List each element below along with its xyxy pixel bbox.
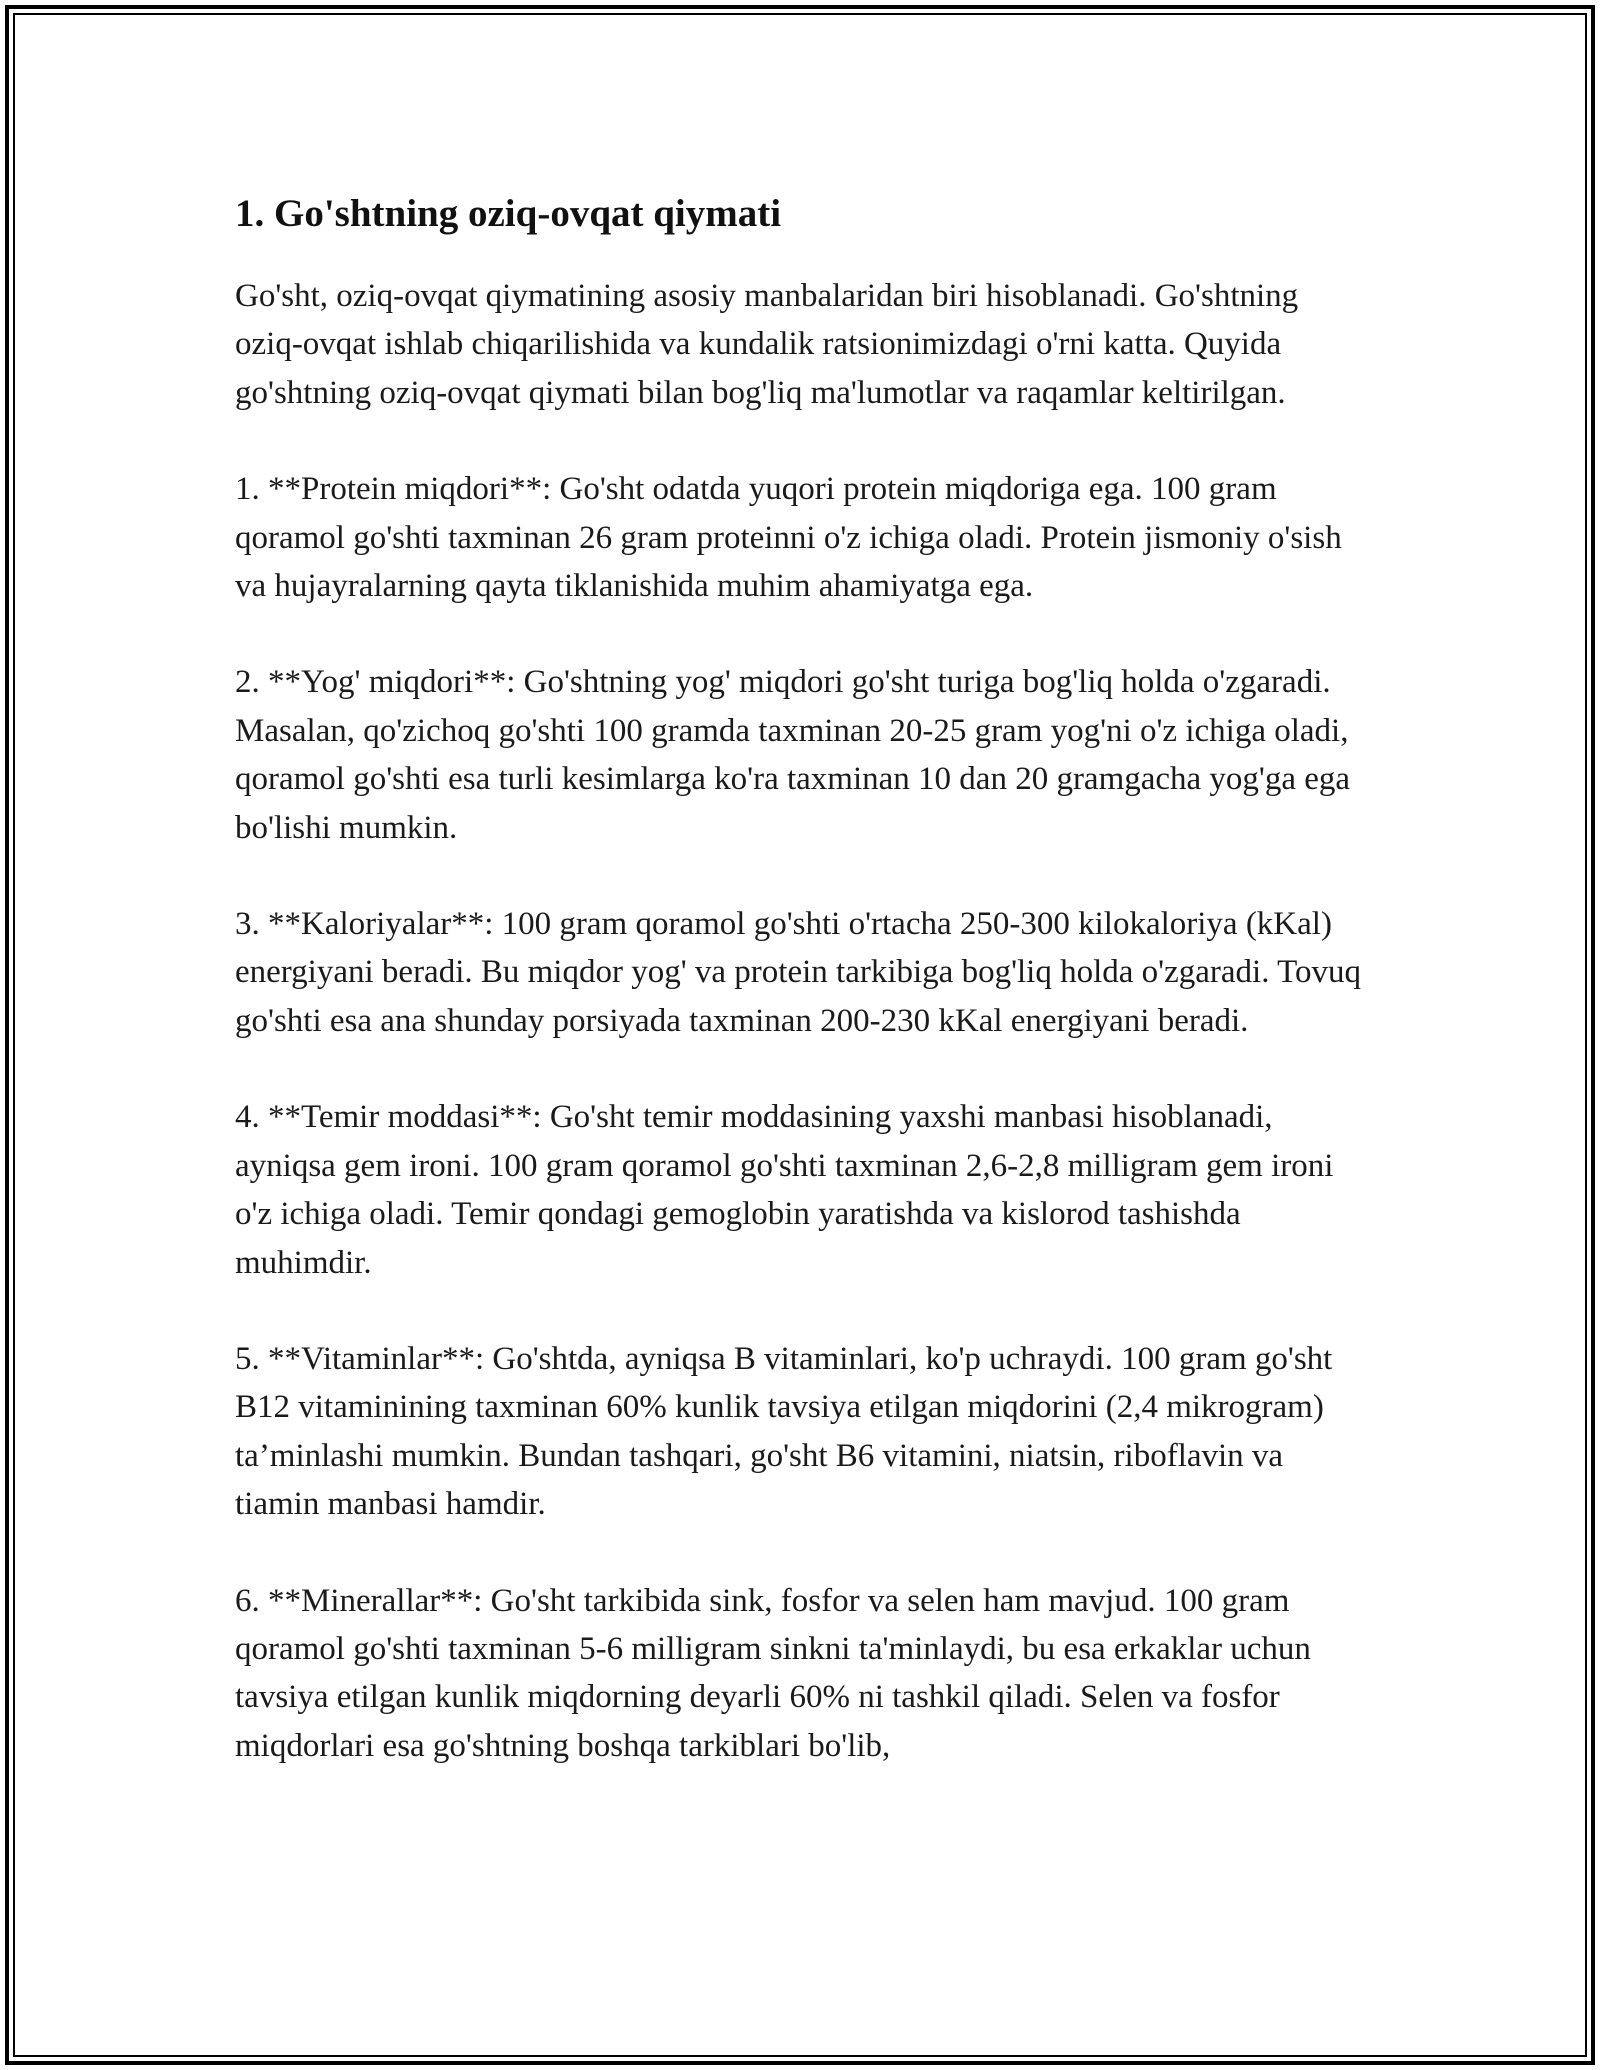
document-body (235, 186, 1370, 1818)
paragraph-fat: 2. **Yog' miqdori**: Go'shtning yog' miqdori go'sht turiga bog'liq holda o'zgaradi. Masalan, qo'zichoq go'shti 100 gramda taxminan 20-25 gram yog'ni o'z ichiga oladi, qoramol go'shti esa turli kesimlarga ko'ra taxminan 10 dan 20 gramgacha yog'ga ega bo'lishi mumkin. (235, 664, 1351, 846)
paragraph-calories: 3. **Kaloriyalar**: 100 gram qoramol go'shti o'rtacha 250-300 kilokaloriya (kKal) energiyani beradi. Bu miqdor yog' va protein tarkibiga bog'liq holda o'zgaradi. Tovuq go'shti esa ana shunday porsiyada taxminan 200-230 kKal energiyani beradi. (235, 906, 1361, 1039)
paragraph-iron: 4. **Temir moddasi**: Go'sht temir moddasining yaxshi manbasi hisoblanadi, ayniqsa gem ironi. 100 gram qoramol go'shti taxminan 2,6-2,8 milligram gem ironi o'z ichiga oladi. Temir qondagi gemoglobin yaratishda va kislorod tashishda muhimdir. (235, 1099, 1334, 1281)
paragraph-vitamins: 5. **Vitaminlar**: Go'shtda, ayniqsa B vitaminlari, ko'p uchraydi. 100 gram go'sht B12 vitaminining taxminan 60% kunlik tavsiya etilgan miqdorini (2,4 mikrogram) ta’minlashi mumkin. Bundan tashqari, go'sht B6 vitamini, niatsin, riboflavin va tiamin manbasi hamdir. (235, 1340, 1333, 1523)
intro-paragraph: Go'sht, oziq-ovqat qiymatining asosiy manbalaridan biri hisoblanadi. Go'shtning oziq-ovqat ishlab chiqarilishida va kundalik ratsionimizdagi o'rni katta. Quyida go'shtning oziq-ovqat qiymati bilan bog'liq ma'lumotlar va raqamlar keltirilgan. (235, 278, 1299, 411)
paragraph-minerals: 6. **Minerallar**: Go'sht tarkibida sink, fosfor va selen ham mavjud. 100 gram qoramol go'shti taxminan 5-6 milligram sinkni ta'minlaydi, bu esa erkaklar uchun tavsiya etilgan kunlik miqdorning deyarli 60% ni tashkil qiladi. Selen va fosfor miqdorlari esa go'shtning boshqa tarkiblari bo'lib, (235, 1582, 1311, 1764)
paragraph-protein: 1. **Protein miqdori**: Go'sht odatda yuqori protein miqdoriga ega. 100 gram qoramol go'shti taxminan 26 gram proteinni o'z ichiga oladi. Protein jismoniy o'sish va hujayralarning qayta tiklanishida muhim ahamiyatga ega. (235, 471, 1342, 605)
section-heading: 1. Go'shtning oziq-ovqat qiymati (235, 192, 782, 235)
